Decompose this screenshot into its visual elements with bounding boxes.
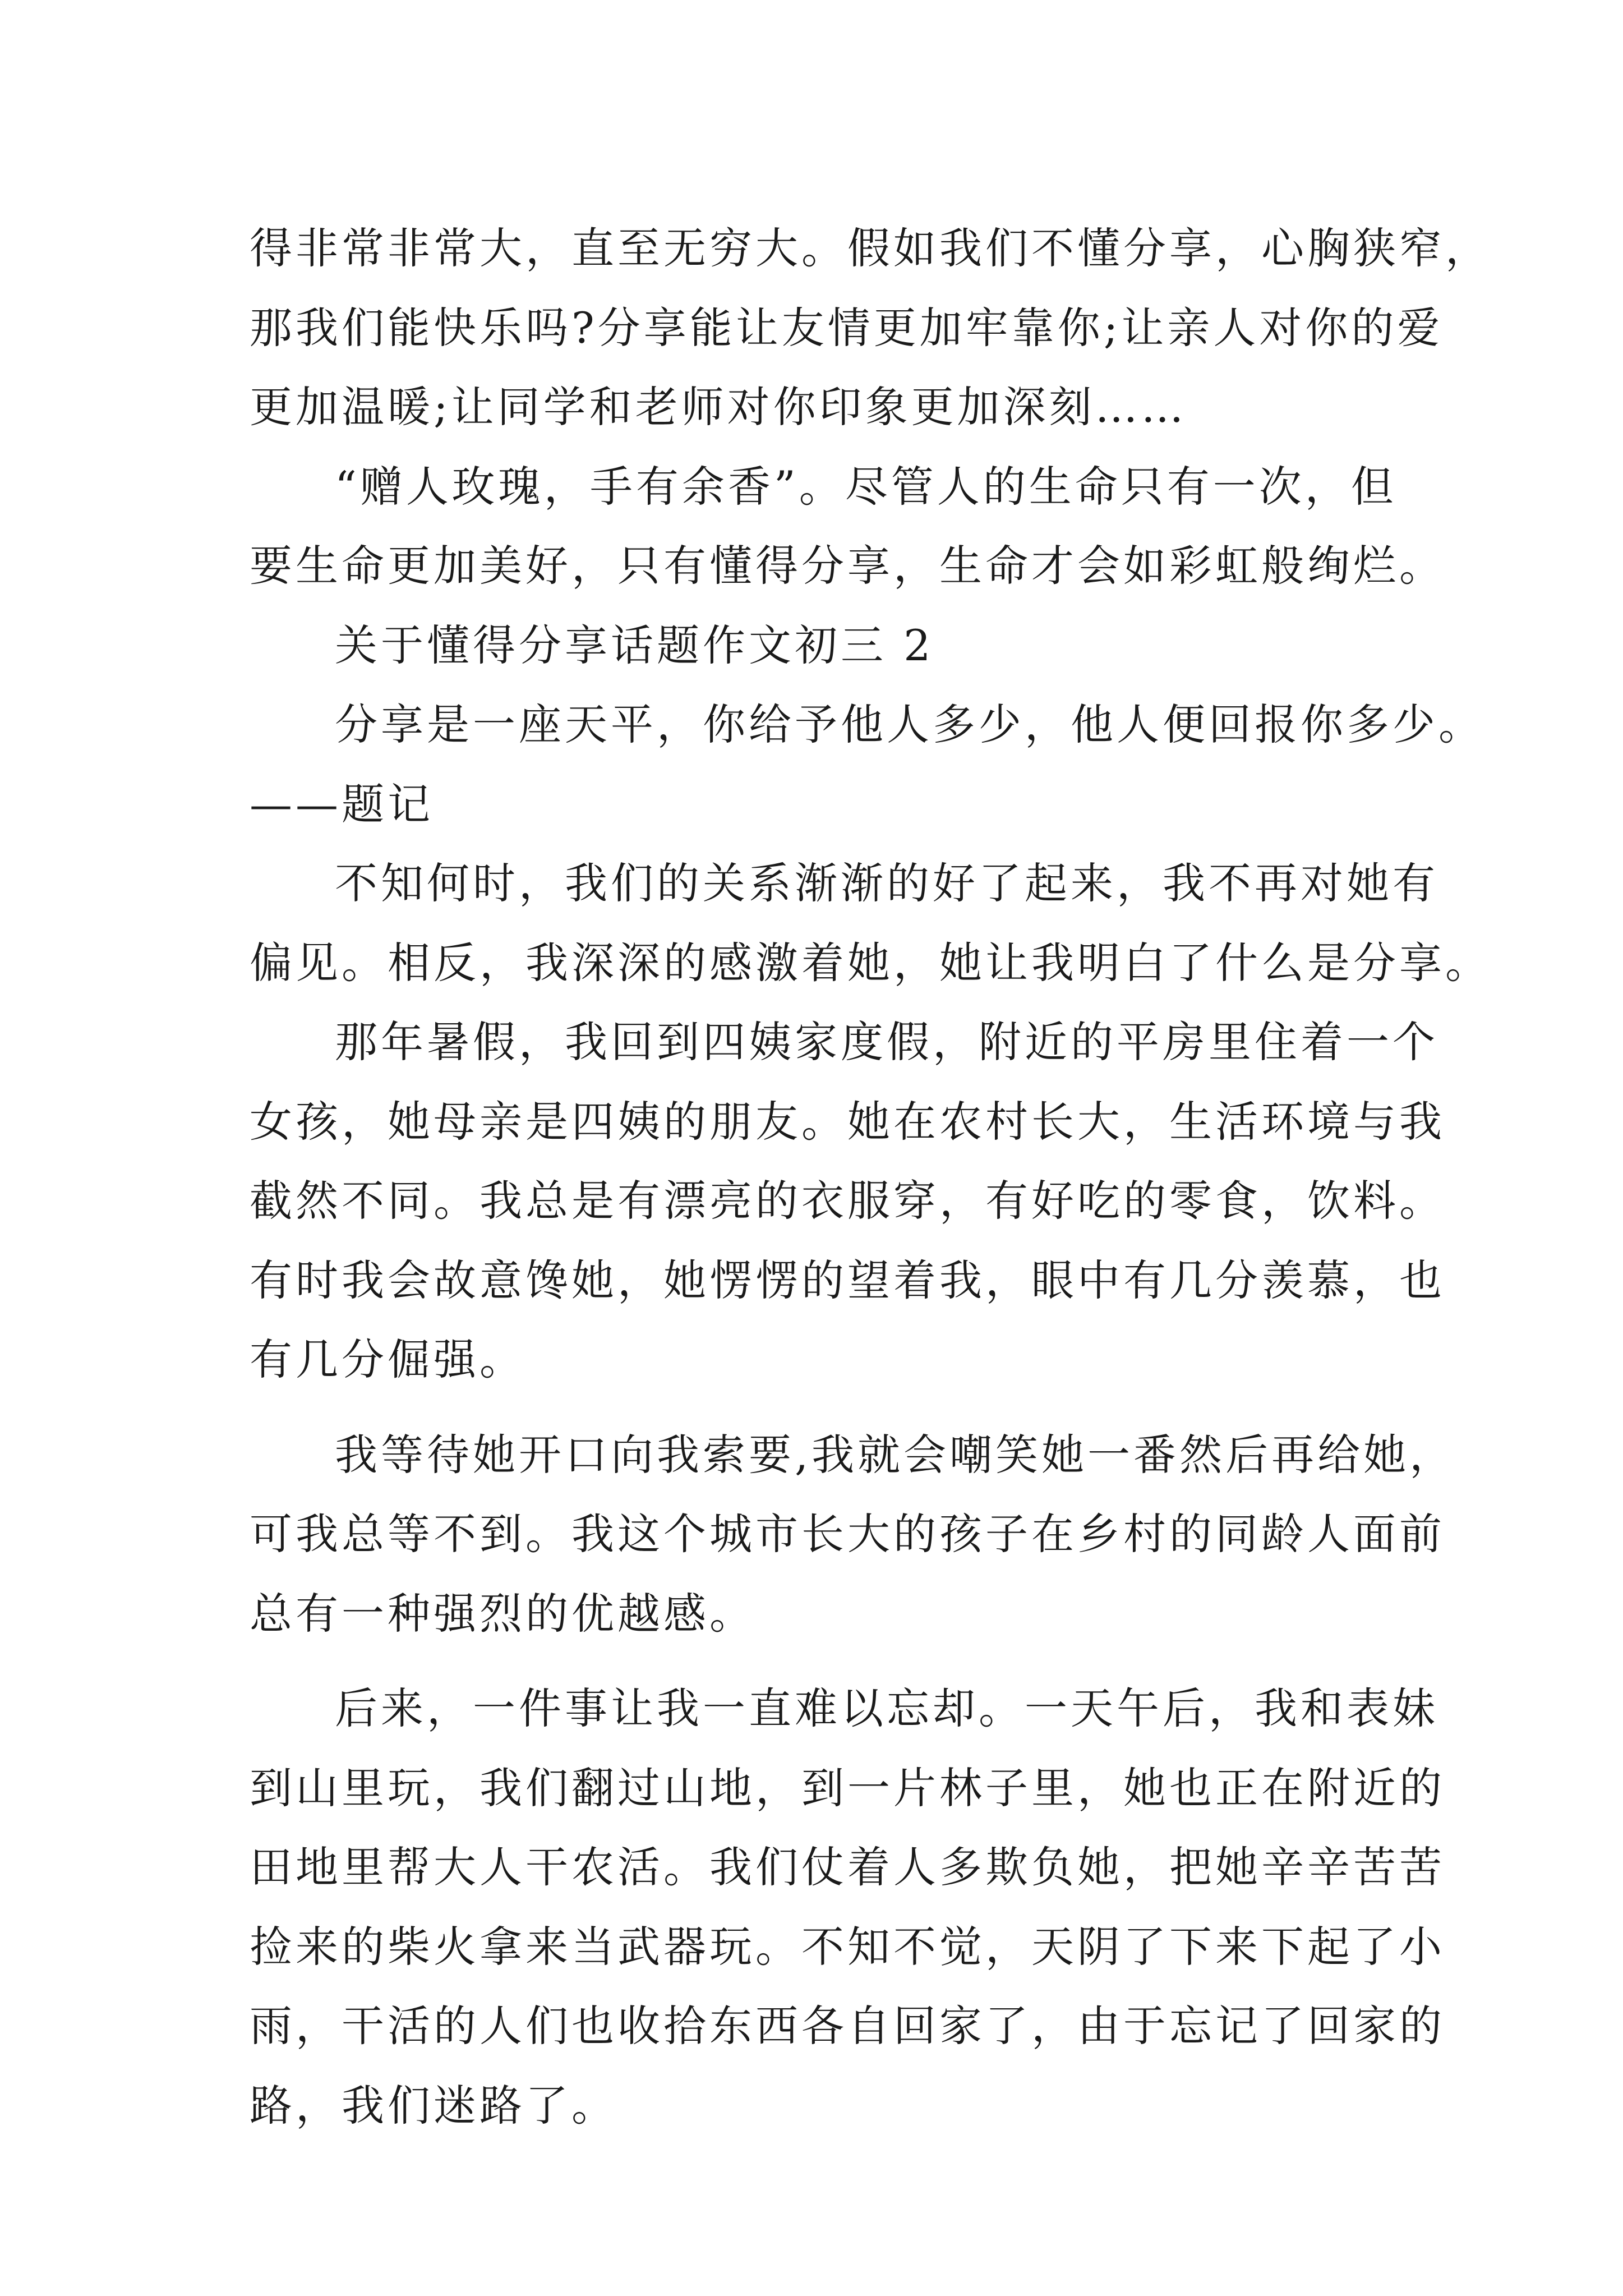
text-line: 总有一种强烈的优越感。 <box>250 1588 755 1639</box>
text-line: 截然不同。我总是有漂亮的衣服穿，有好吃的零食，饮料。 <box>250 1176 1445 1226</box>
text-line: 雨，干活的人们也收拾东西各自回家了，由于忘记了回家的 <box>250 2001 1445 2051</box>
paragraph-start-line: 不知何时，我们的关系渐渐的好了起来，我不再对她有 <box>335 858 1438 908</box>
paragraph-start-line: 后来，一件事让我一直难以忘却。一天午后，我和表妹 <box>335 1683 1438 1733</box>
text-line: 女孩，她母亲是四姨的朋友。她在农村长大，生活环境与我 <box>250 1096 1445 1147</box>
text-line: 田地里帮大人干农活。我们仗着人多欺负她，把她辛辛苦苦 <box>250 1842 1445 1892</box>
text-line: 到山里玩，我们翻过山地，到一片林子里，她也正在附近的 <box>250 1763 1445 1813</box>
text-line: 捡来的柴火拿来当武器玩。不知不觉，天阴了下来下起了小 <box>250 1921 1445 1972</box>
text-line: 偏见。相反，我深深的感激着她，她让我明白了什么是分享。 <box>250 937 1491 988</box>
paragraph-start-line: “赠人玫瑰，手有余香”。尽管人的生命只有一次，但 <box>335 461 1397 512</box>
text-line: 有时我会故意馋她，她愣愣的望着我，眼中有几分羡慕，也 <box>250 1255 1445 1305</box>
paragraph-start-line: 我等待她开口向我索要,我就会嘲笑她一番然后再给她， <box>335 1429 1456 1480</box>
epigraph-line: 分享是一座天平，你给予他人多少，他人便回报你多少。 <box>335 700 1484 749</box>
text-line: 更加温暖;让同学和老师对你印象更加深刻…… <box>250 382 1187 432</box>
text-line: 那我们能快乐吗?分享能让友情更加牢靠你;让亲人对你的爱 <box>250 302 1444 353</box>
text-line: 得非常非常大，直至无穷大。假如我们不懂分享，心胸狭窄， <box>250 223 1491 273</box>
section-heading: 关于懂得分享话题作文初三 2 <box>335 620 934 670</box>
text-line: 路，我们迷路了。 <box>250 2080 617 2131</box>
text-line: 有几分倔强。 <box>250 1335 525 1384</box>
document-body <box>250 209 1491 2145</box>
text-line: 可我总等不到。我这个城市长大的孩子在乡村的同龄人面前 <box>250 1509 1445 1559</box>
paragraph-start-line: 那年暑假，我回到四姨家度假，附近的平房里住着一个 <box>335 1017 1438 1067</box>
text-line: 要生命更加美好，只有懂得分享，生命才会如彩虹般绚烂。 <box>250 541 1445 591</box>
epigraph-attribution: ——题记 <box>250 779 434 829</box>
